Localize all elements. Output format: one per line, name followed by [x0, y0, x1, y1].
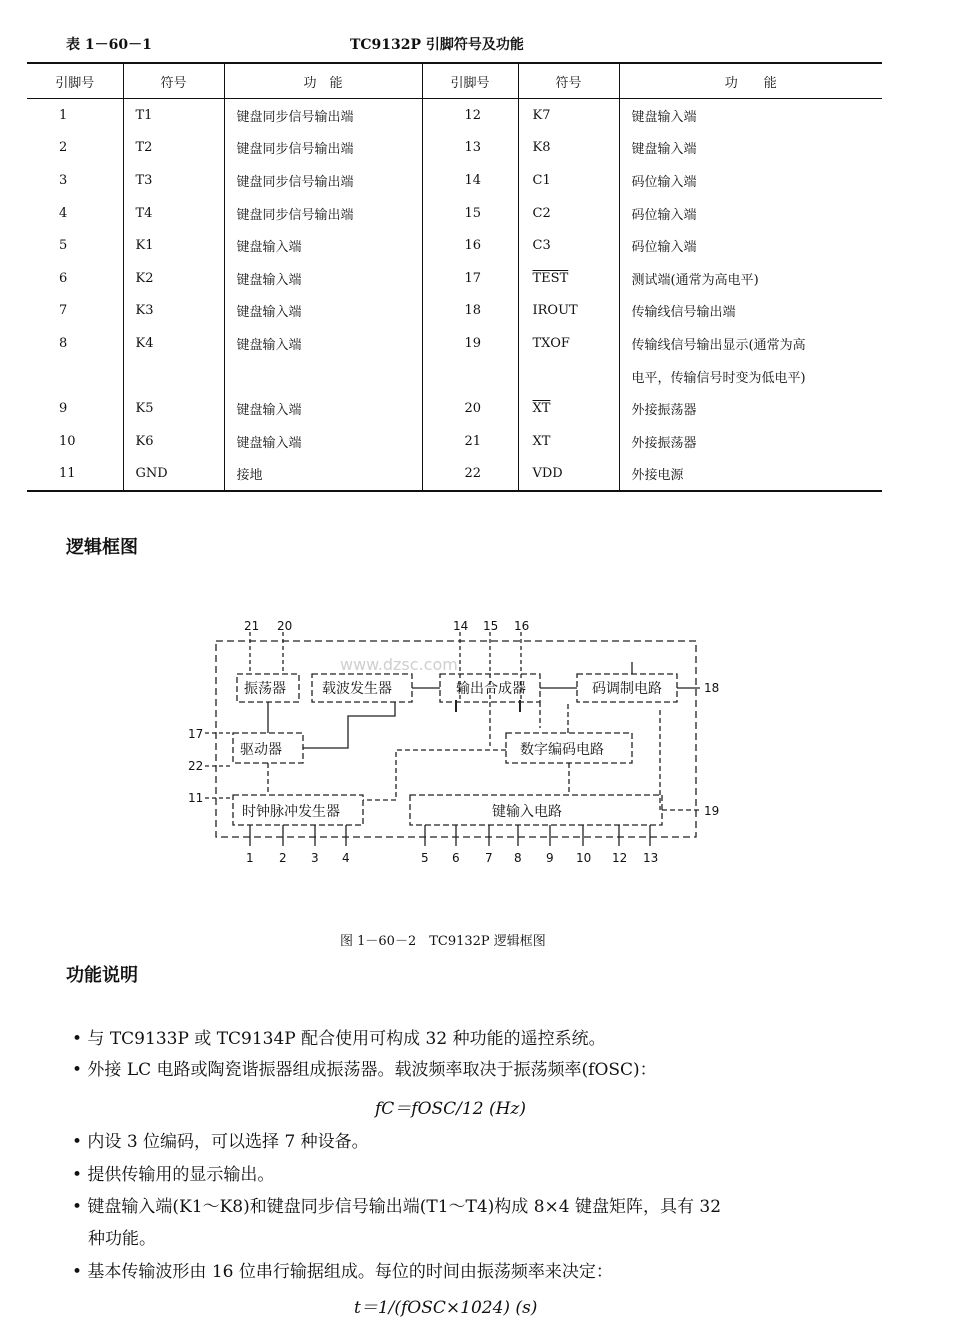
pin-symbol: T4 — [123, 197, 224, 230]
pin-function: 码位输入端 — [631, 174, 697, 190]
pin-label-top: 16 — [514, 619, 530, 633]
pin-function: 键盘同步信号输出端 — [224, 99, 422, 132]
clock-gen-label: 时钟脉冲发生器 — [242, 804, 340, 820]
function-heading: 功能说明 — [66, 965, 138, 986]
pin-symbol: C3 — [518, 229, 619, 262]
pin-symbol: K2 — [123, 262, 224, 295]
table-row — [27, 295, 882, 328]
function-item: • 内设 3 位编码，可以选择 7 种设备。 — [72, 1132, 369, 1152]
formula-carrier: fC＝fOSC/12 (Hz) — [375, 1099, 526, 1119]
pin-number — [27, 360, 123, 393]
pin-label-bottom: 3 — [311, 851, 319, 865]
pin-function: 传输线信号输出端 — [631, 305, 736, 321]
pin-number: 11 — [27, 458, 123, 492]
pin-number: 5 — [27, 229, 123, 262]
pin-symbol: VDD — [518, 458, 619, 492]
pin-number: 7 — [27, 295, 123, 328]
pin-label-top: 14 — [453, 619, 469, 633]
pin-label-bottom: 8 — [514, 851, 522, 865]
function-item: • 基本传输波形由 16 位串行输据组成。每位的时间由振荡频率来决定： — [72, 1262, 613, 1282]
pin-table — [27, 62, 882, 492]
header-function: 功 能 — [224, 63, 422, 99]
pin-label-bottom: 7 — [485, 851, 493, 865]
key-input-label: 键输入电路 — [492, 804, 562, 820]
pin-symbol: T2 — [123, 132, 224, 165]
pin-label-bottom: 5 — [421, 851, 429, 865]
table-row — [27, 360, 882, 393]
oscillator-label: 振荡器 — [244, 681, 286, 697]
carrier-label: 载波发生器 — [322, 681, 392, 697]
watermark: www.dzsc.com — [340, 655, 458, 674]
pin-label-bottom: 9 — [546, 851, 554, 865]
pin-number: 20 — [422, 392, 518, 425]
pin-function: 键盘同步信号输出端 — [224, 164, 422, 197]
table-row — [27, 392, 882, 425]
header-symbol: 符号 — [518, 63, 619, 99]
table-row — [27, 262, 882, 295]
pin-symbol — [123, 360, 224, 393]
pin-label-bottom: 1 — [246, 851, 254, 865]
pin-function: 键盘输入端 — [224, 327, 422, 360]
table-row — [27, 132, 882, 165]
pin-function: 外接振荡器 — [631, 403, 697, 419]
table-row — [27, 458, 882, 492]
pin-symbol: XT — [518, 425, 619, 458]
function-item-continued: 种功能。 — [88, 1229, 156, 1249]
pin-symbol: C1 — [518, 164, 619, 197]
pin-function — [224, 360, 422, 393]
pin-label-bottom: 12 — [612, 851, 628, 865]
pin-symbol: IROUT — [518, 295, 619, 328]
pin-number: 8 — [27, 327, 123, 360]
pin-function: 键盘输入端 — [224, 229, 422, 262]
header-function: 功 能 — [619, 63, 882, 99]
pin-function: 电平，传输信号时变为低电平) — [631, 370, 806, 386]
pin-number: 4 — [27, 197, 123, 230]
pin-function: 键盘输入端 — [224, 295, 422, 328]
table-title: TC9132P 引脚符号及功能 — [350, 37, 524, 53]
pin-number: 10 — [27, 425, 123, 458]
pin-label-bottom: 4 — [342, 851, 350, 865]
pin-symbol: T1 — [123, 99, 224, 132]
pin-label-left: 11 — [188, 791, 204, 805]
pin-number: 3 — [27, 164, 123, 197]
table-label: 表 1－60－1 — [66, 37, 152, 53]
pin-number: 12 — [422, 99, 518, 132]
pin-function: 键盘输入端 — [224, 425, 422, 458]
table-row — [27, 229, 882, 262]
pin-number: 17 — [422, 262, 518, 295]
pin-symbol: K3 — [123, 295, 224, 328]
pin-label-bottom: 10 — [576, 851, 592, 865]
driver-label: 驱动器 — [240, 742, 282, 758]
pin-label-left: 22 — [188, 759, 204, 773]
pin-number: 14 — [422, 164, 518, 197]
output-synth-label: 输出合成器 — [456, 681, 526, 697]
pin-label-top: 21 — [244, 619, 260, 633]
function-item: • 与 TC9133P 或 TC9134P 配合使用可构成 32 种功能的遥控系统。 — [72, 1029, 606, 1049]
pin-number: 6 — [27, 262, 123, 295]
function-item: • 键盘输入端(K1～K8)和键盘同步信号输出端(T1～T4)构成 8×4 键盘矩阵，具有 32 — [72, 1197, 722, 1217]
pin-label-bottom: 13 — [643, 851, 659, 865]
table-row — [27, 197, 882, 230]
pin-symbol: K8 — [518, 132, 619, 165]
pin-number: 22 — [422, 458, 518, 492]
pin-number: 18 — [422, 295, 518, 328]
pin-label-right: 19 — [704, 804, 720, 818]
pin-symbol: GND — [123, 458, 224, 492]
pin-symbol: K1 — [123, 229, 224, 262]
header-pin: 引脚号 — [27, 63, 123, 99]
pin-number — [422, 360, 518, 393]
pin-symbol — [518, 360, 619, 393]
pin-function: 键盘输入端 — [631, 109, 697, 125]
pin-symbol: $\overline{XT}$ — [518, 392, 619, 425]
pin-number: 13 — [422, 132, 518, 165]
logic-block-diagram — [0, 600, 960, 920]
pin-function: 键盘输入端 — [224, 392, 422, 425]
pin-symbol: C2 — [518, 197, 619, 230]
pin-label-bottom: 6 — [452, 851, 460, 865]
table-row — [27, 164, 882, 197]
pin-label-right: 18 — [704, 681, 720, 695]
pin-symbol: K5 — [123, 392, 224, 425]
pin-function: 码位输入端 — [631, 240, 697, 256]
function-item: • 外接 LC 电路或陶瓷谐振器组成振荡器。载波频率取决于振荡频率(fOSC)： — [72, 1060, 657, 1080]
pin-label-top: 20 — [277, 619, 293, 633]
pin-symbol: K6 — [123, 425, 224, 458]
table-row — [27, 327, 882, 360]
pin-function: 测试端(通常为高电平) — [631, 272, 759, 288]
pin-label-bottom: 2 — [279, 851, 287, 865]
pin-symbol: K4 — [123, 327, 224, 360]
pin-label-top: 15 — [483, 619, 499, 633]
pin-function: 码位输入端 — [631, 207, 697, 223]
table-row — [27, 425, 882, 458]
pin-number: 15 — [422, 197, 518, 230]
header-pin: 引脚号 — [422, 63, 518, 99]
pin-symbol: K7 — [518, 99, 619, 132]
figure-caption: 图 1－60－2 TC9132P 逻辑框图 — [340, 934, 546, 949]
pin-function: 键盘输入端 — [631, 142, 697, 158]
pin-number: 2 — [27, 132, 123, 165]
pin-number: 16 — [422, 229, 518, 262]
pin-function: 外接电源 — [619, 458, 882, 492]
formula-bit-time: t＝1/(fOSC×1024) (s) — [354, 1298, 538, 1318]
pin-number: 19 — [422, 327, 518, 360]
pin-function: 接地 — [224, 458, 422, 492]
table-row — [27, 99, 882, 132]
pin-number: 21 — [422, 425, 518, 458]
pin-number: 1 — [27, 99, 123, 132]
pin-function: 键盘输入端 — [224, 262, 422, 295]
pin-symbol: TXOF — [518, 327, 619, 360]
table-header-row — [27, 63, 882, 99]
pin-function: 键盘同步信号输出端 — [224, 197, 422, 230]
code-mod-label: 码调制电路 — [592, 681, 662, 697]
pin-function: 传输线信号输出显示(通常为高 — [631, 337, 806, 353]
function-item: • 提供传输用的显示输出。 — [72, 1165, 275, 1185]
logic-heading: 逻辑框图 — [66, 537, 138, 558]
digital-enc-label: 数字编码电路 — [520, 742, 604, 758]
pin-label-left: 17 — [188, 727, 204, 741]
header-symbol: 符号 — [123, 63, 224, 99]
pin-function: 外接振荡器 — [631, 435, 697, 451]
pin-symbol: TEST — [518, 262, 619, 295]
pin-symbol: T3 — [123, 164, 224, 197]
pin-number: 9 — [27, 392, 123, 425]
pin-function: 键盘同步信号输出端 — [224, 132, 422, 165]
